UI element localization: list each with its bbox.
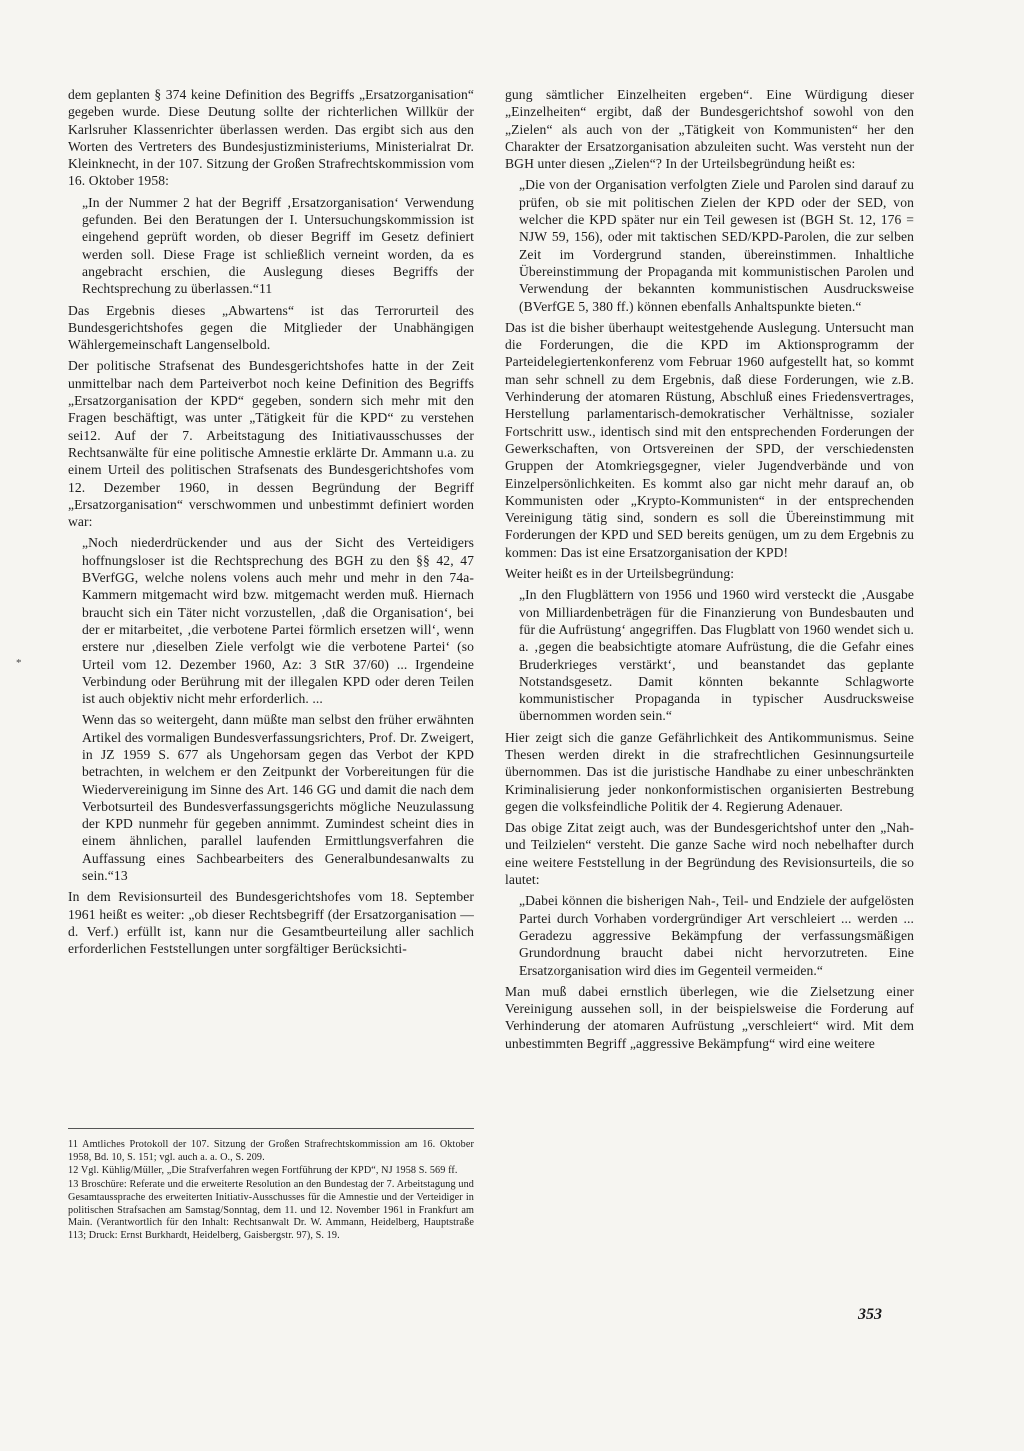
- paragraph: Weiter heißt es in der Urteilsbegründung:: [505, 566, 735, 582]
- right-column: [505, 86, 914, 1056]
- block-quote: „In den Flugblättern von 1956 und 1960 wird versteckt die ‚Ausgabe von Milliardenbeträgen für die Finanzierung von Bundesbauten und für die Aufrüstung‘ angegriffen. Das Flugblatt von 1960 wendet sich u. a. ‚gegen die beabsichtigte atomare Aufrüstung, die die Gefahr eines Bruderkrieges verstärkt‘, und beanstandet das geplante Notstandsgesetz. Damit könnten bekannte Schlagworte kommunistischer Propaganda in typischer Ausdrucksweise übernommen worden sein.“: [519, 587, 914, 724]
- block-quote: „Dabei können die bisherigen Nah-, Teil- und Endziele der aufgelösten Partei durch Vorhaben vordergründiger Art verschleiert ... werden ... Geradezu aggressive Bekämpfung der verfassungsmäßigen Grundordnung braucht dabei nicht hervorzutreten. Eine Ersatzorganisation wird dies im Gegenteil vermeiden.“: [519, 893, 914, 978]
- footnote-13: 13 Broschüre: Referate und die erweiterte Resolution an den Bundestag der 7. Arbeitstagung und Gesamtaussprache des erweiterten Initiativ-Ausschusses für die Amnestie und der Verteidiger in politischen Strafsachen am Samstag/Sonntag, dem 11. und 12. November 1961 in Frankfurt am Main. (Verantwortlich für den Inhalt: Rechtsanwalt Dr. W. Ammann, Heidelberg, Hauptstraße 113; Druck: Ernst Burkhardt, Heidelberg, Gaisbergstr. 97), S. 19.: [68, 1179, 474, 1241]
- paragraph: Man muß dabei ernstlich überlegen, wie die Zielsetzung einer Vereinigung aussehen soll, in der beispielsweise die Forderung auf Verhinderung der atomaren Aufrüstung „verschleiert“ wird. Mit dem unbestimmten Begriff „aggressive Bekämpfung“ wird eine weitere: [505, 983, 914, 1051]
- paragraph: dem geplanten § 374 keine Definition des Begriffs „Ersatzorganisation“ gegeben wurde. Diese Deutung sollte der richterlichen Willkür der Karlsruher Klassenrichter überlassen werden. Das ergibt sich aus den Worten des Vertreters des Bundesjustizministeriums, Ministerialrat Dr. Kleinknecht, in der 107. Sitzung der Großen Strafrechtskommission vom 16. Oktober 1958:: [68, 87, 474, 189]
- footnote-11: 11 Amtliches Protokoll der 107. Sitzung der Großen Strafrechtskommission am 16. Oktober 1958, Bd. 10, S. 151; vgl. auch a. a. O., S. 209.: [68, 1139, 474, 1163]
- left-column: [68, 86, 474, 962]
- footnote-12: 12 Vgl. Kühlig/Müller, „Die Strafverfahren wegen Fortführung der KPD“, NJ 1958 S. 569 ff.: [68, 1165, 458, 1177]
- page-number: 353: [858, 1306, 882, 1323]
- block-quote: „Noch niederdrückender und aus der Sicht des Verteidigers hoffnungsloser ist die Rechtsprechung des BGH zu den §§ 42, 47 BVerfGG, welche nolens volens auch mehr und mehr in den 74a-Kammern mitgemacht wird bzw. mitgemacht werden muß. Hiernach braucht sich ein Täter nicht vorzustellen, ‚daß die Organisation‘, bei der er mitarbeitet, ‚die verbotene Partei förmlich ersetzen will‘, wenn erstere nur ‚dieselben Ziele verfolgt wie die verbotene Partei‘ (so Urteil vom 12. Dezember 1960, Az: 3 StR 37/60) ... Irgendeine Verbindung oder Berührung mit der illegalen KPD oder deren Teilen ist auch objektiv nicht mehr erforderlich. ...: [82, 535, 474, 707]
- block-quote: „In der Nummer 2 hat der Begriff ‚Ersatzorganisation‘ Verwendung gefunden. Bei den Beratungen der I. Untersuchungskommission ist eingehend geprüft worden, ob dieser Begriff im Gesetz definiert werden soll. Diese Frage ist schließlich verneint worden, da es angebracht erschien, die Auslegung dieses Begriffs der Rechtsprechung zu überlassen.“11: [82, 194, 474, 297]
- block-quote: Wenn das so weitergeht, dann müßte man selbst den früher erwähnten Artikel des vormaligen Bundesverfassungsrichters, Prof. Dr. Zweigert, in JZ 1959 S. 677 als Ungehorsam gegen das Verbot der KPD betrachten, in welchem er den Zeitpunkt der Vorbereitungen für die Wiedervereinigung im Sinne des Art. 146 GG und damit die nach dem Verbotsurteil des Bundesverfassungsgerichts mögliche Neuzulassung der KPD nunmehr für gegeben annimmt. Zumindest scheint dies in einem ähnlichen, parallel laufenden Ermittlungsverfahren die Auffassung eines Sachbearbeiters des Generalbundesanwalts zu sein.“13: [82, 712, 474, 884]
- paragraph: Der politische Strafsenat des Bundesgerichtshofes hatte in der Zeit unmittelbar nach dem Parteiverbot noch keine Definition des Begriffs „Ersatzorganisation der KPD“ gegeben, sondern sich mehr mit den Fragen beschäftigt, was unter „Tätigkeit für die KPD“ zu verstehen sei12. Auf der 7. Arbeitstagung des Initiativausschusses der Rechtsanwälte für eine politische Amnestie erklärte Dr. Ammann u.a. zu einem Urteil des politischen Strafsenats des Bundesgerichtshofes vom 12. Dezember 1960, in dessen Begründung der Begriff „Ersatzorganisation“ verschwommen und unbestimmt definiert worden war:: [68, 358, 474, 530]
- footnote-divider: [68, 1128, 474, 1129]
- footnotes: [68, 1128, 474, 1244]
- margin-mark: *: [16, 657, 22, 669]
- paragraph: Das obige Zitat zeigt auch, was der Bundesgerichtshof unter den „Nah- und Teilzielen“ versteht. Die ganze Sache wird noch nebelhafter durch eine weitere Feststellung in der Begründung des Revisionsurteils, die so lautet:: [505, 820, 914, 888]
- paragraph: Das ist die bisher überhaupt weitestgehende Auslegung. Untersucht man die Forderungen, die die KPD im Aktionsprogramm der Parteidelegiertenkonferenz vom Februar 1960 aufgestellt hat, so kommt man sehr schnell zu dem Ergebnis, daß diese Forderungen, wie z.B. Verhinderung der atomaren Rüstung, Abschluß eines Friedensvertrages, Herstellung parlamentarisch-demokratischer Verhältnisse, sozialer Fortschritt usw., identisch sind mit den entsprechenden Forderungen der Gewerkschaften, von Ortsvereinen der SPD, der verschiedensten Gruppen der Atomkriegsgegner, vieler Jugendverbände und von Einzelpersönlichkeiten. Es kommt also gar nicht mehr darauf an, ob Kommunisten oder „Krypto-Kommunisten“ in der entsprechenden Vereinigung tätig sind, sondern es soll die Übereinstimmung mit Forderungen der KPD und SED bereits genügen, um zu dem Ergebnis zu kommen: Das ist eine Ersatzorganisation der KPD!: [505, 319, 914, 560]
- paragraph: Das Ergebnis dieses „Abwartens“ ist das Terrorurteil des Bundesgerichtshofes gegen die Mitglieder der Unabhängigen Wählergemeinschaft Langenselbold.: [68, 302, 474, 353]
- paragraph: gung sämtlicher Einzelheiten ergeben“. Eine Würdigung dieser „Einzelheiten“ ergibt, daß der Bundesgerichtshof sowohl von den „Zielen“ als auch von der „Tätigkeit von Kommunisten“ her den Charakter der Ersatzorganisation abzuleiten sucht. Was versteht nun der BGH unter diesen „Zielen“? In der Urteilsbegründung heißt es:: [505, 87, 914, 172]
- block-quote: „Die von der Organisation verfolgten Ziele und Parolen sind darauf zu prüfen, ob sie mit politischen Zielen der KPD oder der SED, von welcher die KPD später nur ein Teil gewesen ist (BGH St. 12, 176 = NJW 59, 156), oder mit taktischen SED/KPD-Parolen, die zur selben Zeit im Vordergrund standen, übereinstimmen. Inhaltliche Übereinstimmung der Propaganda mit kommunistischen Parolen und Verwendung der bekannten kommunistischen Ausdrucksweise (BVerfGE 5, 380 ff.) können ebenfalls Anhaltspunkte bieten.“: [519, 177, 914, 314]
- paragraph: Hier zeigt sich die ganze Gefährlichkeit des Antikommunismus. Seine Thesen werden direkt in die strafrechtlichen Gesinnungsurteile übernommen. Das ist die juristische Handhabe zu einer unbeschränkten Kriminalisierung jeder nonkonformistischen organisierten Bestrebung gegen die volksfeindliche Politik der 4. Regierung Adenauer.: [505, 729, 914, 814]
- paragraph: In dem Revisionsurteil des Bundesgerichtshofes vom 18. September 1961 heißt es weiter: „ob dieser Rechtsbegriff (der Ersatzorganisation — d. Verf.) erfüllt ist, kann nur die Gesamtbeurteilung aller sachlich erforderlichen Feststellungen unter sorgfältiger Berücksichti-: [68, 889, 474, 957]
